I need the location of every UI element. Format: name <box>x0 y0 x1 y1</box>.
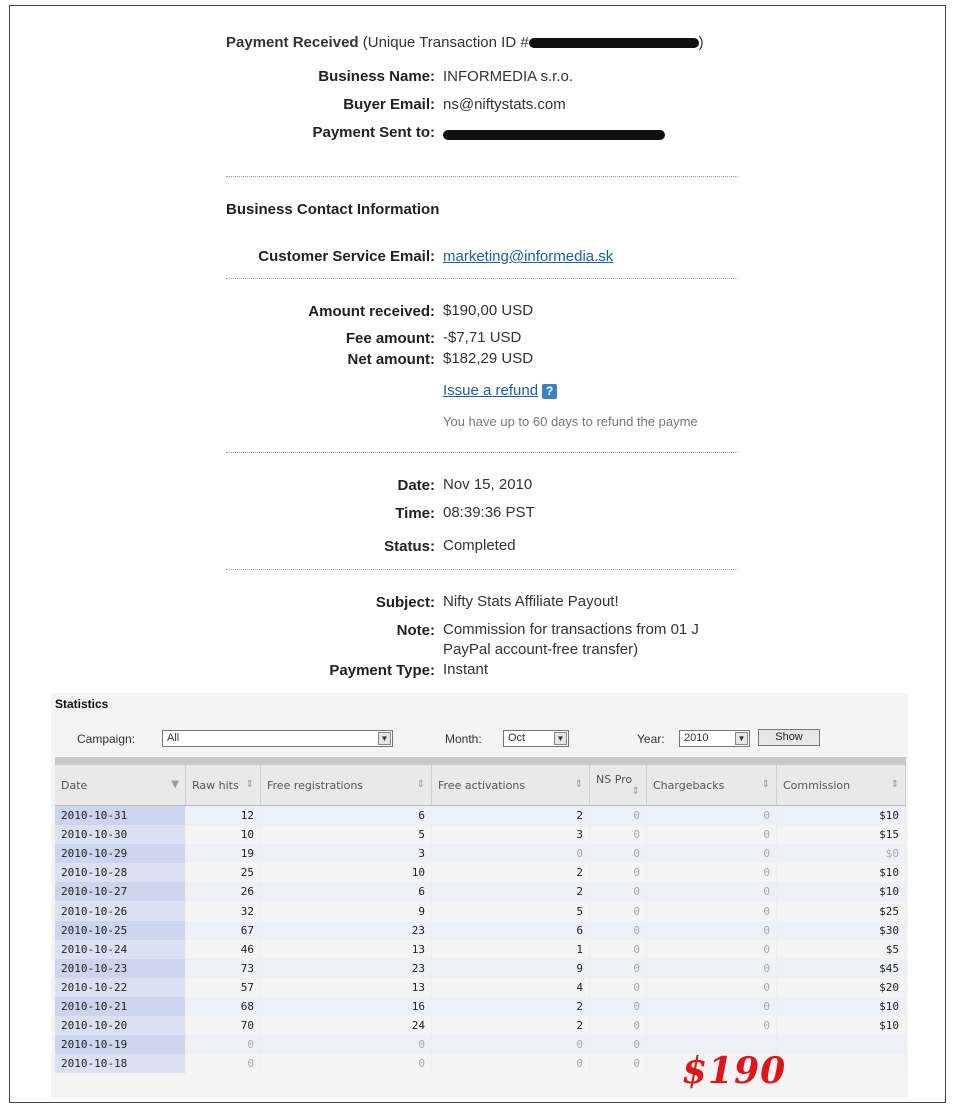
table-cell: 0 <box>590 1035 647 1054</box>
table-cell: 25 <box>186 863 261 882</box>
table-cell: 2010-10-24 <box>55 940 186 959</box>
fee-amount-value: -$7,71 USD <box>443 329 522 346</box>
table-cell: 70 <box>186 1016 261 1035</box>
table-cell: 6 <box>432 921 590 940</box>
table-cell: 26 <box>186 882 261 901</box>
table-cell: 73 <box>186 959 261 978</box>
help-icon[interactable]: ? <box>542 384 557 399</box>
table-cell: 0 <box>647 825 777 844</box>
table-cell: 0 <box>590 825 647 844</box>
table-cell: 9 <box>261 901 432 920</box>
column-header-free-registrations[interactable]: Free registrations ⇕ <box>261 765 432 806</box>
table-cell: $20 <box>777 978 906 997</box>
table-row <box>55 844 906 863</box>
table-cell: 23 <box>261 921 432 940</box>
table-cell: 2010-10-29 <box>55 844 186 863</box>
month-select[interactable] <box>503 730 569 747</box>
sort-icon: ⇕ <box>245 778 254 790</box>
table-cell: 0 <box>647 978 777 997</box>
table-cell: 2010-10-31 <box>55 806 186 826</box>
amount-received-value: $190,00 USD <box>443 302 534 319</box>
table-cell: 2010-10-27 <box>55 882 186 901</box>
year-select[interactable] <box>679 730 750 747</box>
table-cell: 0 <box>647 1016 777 1035</box>
date-value: Nov 15, 2010 <box>443 476 533 493</box>
table-cell: 0 <box>590 863 647 882</box>
table-cell: 0 <box>647 959 777 978</box>
table-cell: 0 <box>186 1054 261 1073</box>
sort-icon: ⇕ <box>416 778 425 790</box>
table-cell: 0 <box>590 1016 647 1035</box>
table-cell: 2010-10-19 <box>55 1035 186 1054</box>
net-amount-label: Net amount: <box>347 351 435 368</box>
year-selected-value: 2010 <box>684 732 709 744</box>
status-value: Completed <box>443 537 516 554</box>
table-cell: 68 <box>186 997 261 1016</box>
sort-icon: ⇕ <box>631 786 640 797</box>
sort-icon: ▼ <box>171 778 179 790</box>
customer-service-email-link[interactable]: marketing@informedia.sk <box>443 248 614 265</box>
table-cell: 19 <box>186 844 261 863</box>
table-row <box>55 978 906 997</box>
table-cell: 0 <box>647 921 777 940</box>
table-cell: $10 <box>777 1016 906 1035</box>
table-cell: 0 <box>647 844 777 863</box>
table-row <box>55 901 906 920</box>
table-row <box>55 1016 906 1035</box>
table-cell: 23 <box>261 959 432 978</box>
table-cell: 0 <box>647 863 777 882</box>
table-cell: 0 <box>590 844 647 863</box>
table-cell: 57 <box>186 978 261 997</box>
sort-icon: ⇕ <box>761 778 770 790</box>
table-cell: 2010-10-22 <box>55 978 186 997</box>
table-cell: 3 <box>432 825 590 844</box>
table-row <box>55 825 906 844</box>
table-cell: 0 <box>590 882 647 901</box>
table-cell: 0 <box>647 806 777 826</box>
table-cell: 2010-10-28 <box>55 863 186 882</box>
table-cell: 10 <box>186 825 261 844</box>
campaign-label: Campaign: <box>77 732 136 746</box>
column-header-raw-hits[interactable]: Raw hits ⇕ <box>186 765 261 806</box>
time-value: 08:39:36 PST <box>443 504 535 521</box>
table-cell: 2010-10-30 <box>55 825 186 844</box>
year-label: Year: <box>637 732 665 746</box>
note-line-1: Commission for transactions from 01 J <box>443 621 699 638</box>
table-cell: 9 <box>432 959 590 978</box>
table-cell: $25 <box>777 901 906 920</box>
chevron-down-icon: ▼ <box>378 732 391 745</box>
table-cell: 67 <box>186 921 261 940</box>
table-cell: 0 <box>261 1054 432 1073</box>
buyer-email-value: ns@niftystats.com <box>443 96 566 113</box>
table-cell: 5 <box>432 901 590 920</box>
transaction-id-close: ) <box>698 34 704 51</box>
table-cell: 5 <box>261 825 432 844</box>
business-name-label: Business Name: <box>318 68 435 85</box>
table-cell: 4 <box>432 978 590 997</box>
table-cell: 13 <box>261 978 432 997</box>
fee-amount-label: Fee amount: <box>345 330 435 347</box>
table-cell: 2 <box>432 863 590 882</box>
table-cell: 2010-10-25 <box>55 921 186 940</box>
campaign-selected-value: All <box>167 732 180 744</box>
business-name-value: INFORMEDIA s.r.o. <box>443 68 574 85</box>
table-cell: $5 <box>777 940 906 959</box>
table-cell: 0 <box>647 940 777 959</box>
table-cell <box>777 1035 906 1054</box>
table-cell: $10 <box>777 863 906 882</box>
table-cell: 0 <box>590 921 647 940</box>
table-cell: 0 <box>647 882 777 901</box>
table-row <box>55 997 906 1016</box>
table-row <box>55 806 906 826</box>
table-cell: 12 <box>186 806 261 826</box>
payment-sent-label: Payment Sent to: <box>312 124 435 141</box>
status-label: Status: <box>384 538 435 555</box>
table-cell: 24 <box>261 1016 432 1035</box>
table-cell: $10 <box>777 806 906 826</box>
payment-received-title: Payment Received <box>226 34 359 51</box>
column-header-free-activations[interactable]: Free activations ⇕ <box>432 765 590 806</box>
table-row <box>55 959 906 978</box>
issue-refund-link[interactable]: Issue a refund <box>443 382 539 399</box>
table-cell: 0 <box>647 997 777 1016</box>
table-cell: 0 <box>432 1035 590 1054</box>
table-cell: 10 <box>261 863 432 882</box>
table-cell: 0 <box>590 959 647 978</box>
table-cell: 0 <box>647 901 777 920</box>
table-cell: 2010-10-23 <box>55 959 186 978</box>
table-cell <box>777 1054 906 1073</box>
table-cell: 3 <box>261 844 432 863</box>
net-amount-value: $182,29 USD <box>443 350 534 367</box>
campaign-select[interactable] <box>162 730 393 747</box>
table-cell: $0 <box>777 844 906 863</box>
table-cell: 2010-10-20 <box>55 1016 186 1035</box>
table-cell: 0 <box>590 901 647 920</box>
subject-label: Subject: <box>375 594 435 611</box>
table-cell: 32 <box>186 901 261 920</box>
buyer-email-label: Buyer Email: <box>343 96 435 113</box>
refund-note: You have up to 60 days to refund the payme <box>443 414 698 429</box>
table-cell: 0 <box>590 940 647 959</box>
table-row <box>55 882 906 901</box>
table-cell: 2 <box>432 1016 590 1035</box>
table-cell: 6 <box>261 806 432 826</box>
table-cell: 0 <box>432 844 590 863</box>
table-cell: 2 <box>432 882 590 901</box>
table-cell: $30 <box>777 921 906 940</box>
column-header-commission[interactable]: Commission ⇕ <box>777 765 906 806</box>
table-row <box>55 940 906 959</box>
table-cell: 0 <box>432 1054 590 1073</box>
sort-icon: ⇕ <box>890 778 899 790</box>
table-cell: 0 <box>590 1054 647 1073</box>
time-label: Time: <box>395 505 435 522</box>
sort-icon: ⇕ <box>574 778 583 790</box>
note-line-2: PayPal account-free transfer) <box>443 641 639 658</box>
statistics-table <box>55 765 906 1073</box>
statistics-panel <box>51 693 908 1098</box>
table-cell: 0 <box>186 1035 261 1054</box>
date-label: Date: <box>397 477 435 494</box>
table-cell: 2010-10-21 <box>55 997 186 1016</box>
table-cell: $10 <box>777 997 906 1016</box>
table-cell: 0 <box>590 806 647 826</box>
chevron-down-icon: ▼ <box>735 732 748 745</box>
table-cell: $10 <box>777 882 906 901</box>
subject-value: Nifty Stats Affiliate Payout! <box>443 593 619 610</box>
table-cell: 0 <box>590 997 647 1016</box>
table-toolbar <box>55 757 906 765</box>
table-cell: 6 <box>261 882 432 901</box>
table-row <box>55 921 906 940</box>
transaction-id-prefix: (Unique Transaction ID # <box>362 34 529 51</box>
contact-heading: Business Contact Information <box>226 201 440 218</box>
column-header-date[interactable]: Date ▼ <box>55 765 186 806</box>
total-annotation: $190 <box>682 1050 787 1092</box>
payment-type-label: Payment Type: <box>329 662 435 679</box>
column-header-chargebacks[interactable]: Chargebacks ⇕ <box>647 765 777 806</box>
statistics-title: Statistics <box>55 697 109 711</box>
table-cell: 16 <box>261 997 432 1016</box>
month-selected-value: Oct <box>508 732 526 744</box>
table-cell: 1 <box>432 940 590 959</box>
table-cell: 2010-10-26 <box>55 901 186 920</box>
table-cell: $15 <box>777 825 906 844</box>
month-label: Month: <box>445 732 482 746</box>
customer-service-email-label: Customer Service Email: <box>258 248 435 265</box>
column-header-ns-pro[interactable]: NS Pro ⇕ <box>590 765 647 806</box>
payment-type-value: Instant <box>443 661 489 678</box>
amount-received-label: Amount received: <box>308 303 435 320</box>
table-cell: 0 <box>590 978 647 997</box>
show-button[interactable]: Show <box>758 729 820 746</box>
table-row <box>55 863 906 882</box>
table-cell: 46 <box>186 940 261 959</box>
table-cell: 2 <box>432 997 590 1016</box>
chevron-down-icon: ▼ <box>554 732 567 745</box>
table-cell: $45 <box>777 959 906 978</box>
table-cell: 13 <box>261 940 432 959</box>
table-cell: 2 <box>432 806 590 826</box>
table-cell: 0 <box>261 1035 432 1054</box>
note-label: Note: <box>396 622 435 639</box>
table-cell: 2010-10-18 <box>55 1054 186 1073</box>
